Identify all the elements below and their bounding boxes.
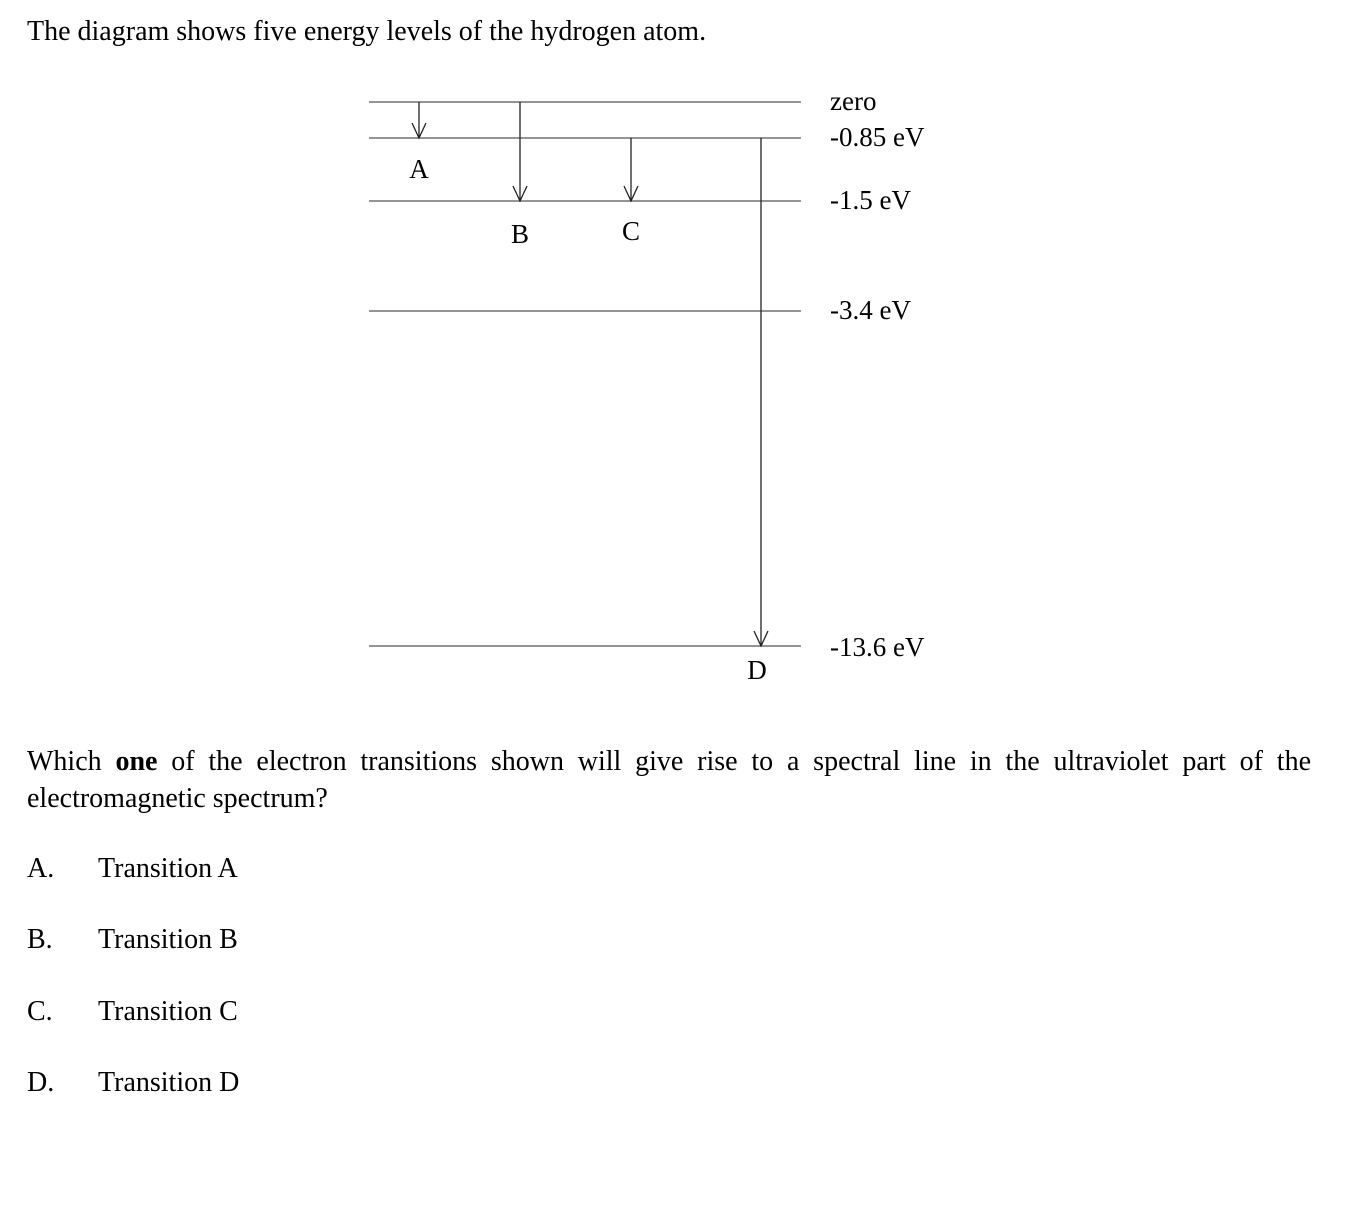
option-text: Transition C bbox=[98, 995, 238, 1027]
option-b[interactable] bbox=[27, 921, 239, 992]
option-c[interactable] bbox=[27, 993, 239, 1064]
option-a[interactable] bbox=[27, 850, 239, 921]
option-letter: D. bbox=[27, 1066, 55, 1098]
option-text: Transition D bbox=[98, 1066, 240, 1098]
transition-label: D bbox=[747, 655, 767, 685]
energy-level-label: -13.6 eV bbox=[830, 632, 925, 662]
answer-options bbox=[27, 850, 239, 1135]
transition-arrows bbox=[412, 102, 768, 646]
option-text: Transition A bbox=[98, 853, 238, 884]
energy-level-label: zero bbox=[830, 86, 877, 116]
transition-label: B bbox=[510, 219, 530, 249]
option-letter: B. bbox=[27, 924, 53, 956]
option-letter: A. bbox=[27, 853, 55, 884]
intro-text: The diagram shows five energy levels of the hydrogen atom. bbox=[27, 16, 707, 47]
question-emphasis: one bbox=[115, 746, 158, 777]
energy-level-label: -0.85 eV bbox=[830, 122, 925, 152]
question-text bbox=[27, 743, 1311, 817]
option-d[interactable] bbox=[27, 1064, 239, 1135]
transition-labels bbox=[409, 154, 767, 685]
option-letter: C. bbox=[27, 995, 53, 1027]
transition-label: C bbox=[621, 216, 641, 246]
transition-label: A bbox=[409, 154, 429, 184]
energy-level-label: -3.4 eV bbox=[830, 295, 911, 325]
energy-level-labels bbox=[830, 86, 925, 662]
option-text: Transition B bbox=[98, 924, 238, 956]
energy-level-lines bbox=[369, 102, 801, 646]
question-rest: of the electron transitions shown will give rise to a spectral line in the ultraviolet part of the electromagnetic spectrum? bbox=[27, 746, 1311, 814]
question-lead: Which bbox=[27, 746, 116, 777]
energy-level-label: -1.5 eV bbox=[830, 185, 911, 215]
